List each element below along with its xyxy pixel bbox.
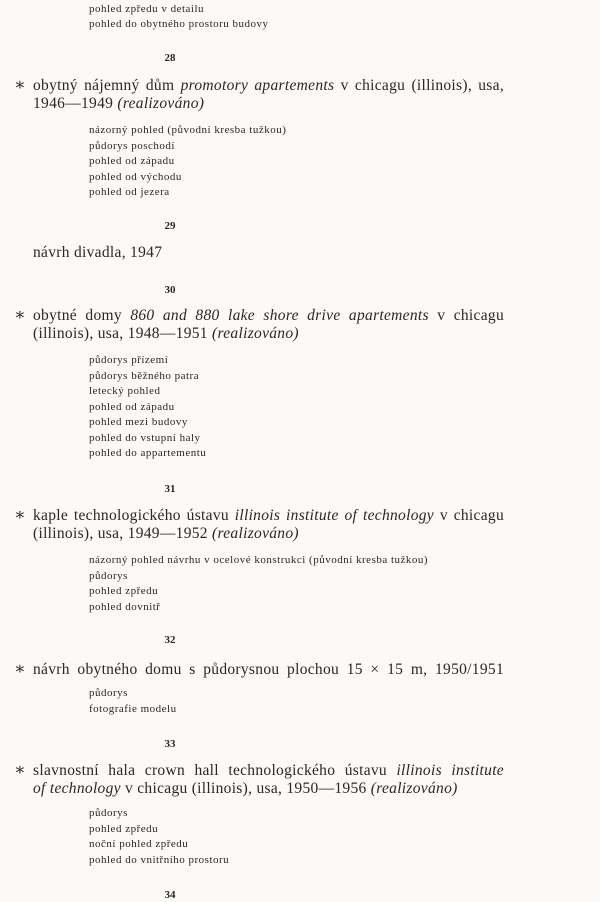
- list-item: pohled do obytného prostoru budovy: [89, 18, 269, 30]
- entry-number: 29: [164, 220, 176, 232]
- title-segment: v chicagu (illinois), usa,: [334, 77, 504, 94]
- list-item: pohled od východu: [89, 170, 182, 183]
- entry-number: 34: [164, 889, 176, 901]
- entry-title-line: [33, 661, 504, 679]
- list-item: pohled zpředu v detailu: [89, 3, 205, 15]
- italic-title-segment: 860 and 880 lake shore drive apartements: [130, 307, 429, 324]
- title-segment: (illinois), usa, 1948—1951: [33, 325, 213, 342]
- entry-title-line: [33, 95, 504, 113]
- italic-title-segment: illinois institute: [396, 762, 504, 779]
- title-segment: v chicagu (illinois), usa, 1950—1956: [120, 780, 371, 797]
- entry-title-line: [33, 77, 504, 95]
- entry-title-line: [33, 780, 504, 798]
- list-item: půdorys: [89, 569, 128, 582]
- title-segment: v chicagu: [428, 307, 504, 324]
- title-segment: v chicagu: [434, 507, 504, 524]
- entry-number: 28: [164, 52, 176, 64]
- list-item: názorný pohled (původní kresba tužkou): [89, 124, 287, 136]
- entry-title-line: [33, 244, 504, 262]
- entry-title-line: [33, 507, 504, 525]
- entry-number: 31: [164, 483, 176, 495]
- entry-number: 30: [164, 284, 176, 296]
- list-item: pohled od jezera: [89, 186, 170, 198]
- title-segment: kaple technologického ústavu: [33, 507, 235, 524]
- entry-title-line: [33, 325, 504, 343]
- title-segment: obytné domy: [33, 307, 131, 324]
- list-item: pohled dovnitř: [89, 600, 161, 613]
- list-item: letecký pohled: [89, 385, 161, 397]
- title-segment: (illinois), usa, 1949—1952: [33, 525, 213, 542]
- italic-title-segment: (realizováno): [212, 325, 299, 342]
- italic-title-segment: (realizováno): [212, 525, 299, 542]
- list-item: půdorys běžného patra: [89, 369, 200, 382]
- entry-number: 33: [164, 738, 176, 750]
- italic-title-segment: (realizováno): [117, 95, 205, 112]
- list-item: pohled do vnitřního prostoru: [89, 853, 230, 866]
- list-item: pohled zpředu: [89, 822, 159, 835]
- list-item: noční pohled zpředu: [89, 838, 189, 850]
- list-item: půdorys: [89, 807, 128, 819]
- entry-title-line: [33, 525, 504, 543]
- italic-title-segment: of technology: [33, 780, 121, 797]
- italic-title-segment: (realizováno): [370, 780, 458, 797]
- list-item: fotografie modelu: [89, 702, 177, 715]
- entry-number: 32: [164, 634, 176, 646]
- title-segment: obytný nájemný dům: [33, 77, 181, 94]
- title-segment: návrh divadla, 1947: [33, 244, 163, 261]
- list-item: pohled od západu: [89, 155, 175, 167]
- list-item: pohled mezi budovy: [89, 416, 188, 428]
- list-item: půdorys poschodí: [89, 139, 175, 152]
- asterisk-icon: ∗: [14, 75, 26, 94]
- list-item: pohled do appartementu: [89, 447, 207, 459]
- asterisk-icon: ∗: [14, 505, 26, 524]
- list-item: půdorys: [89, 687, 128, 699]
- title-segment: slavnostní hala crown hall technologického ústavu: [33, 762, 397, 779]
- list-item: pohled do vstupní haly: [89, 431, 201, 444]
- list-item: pohled od západu: [89, 400, 175, 413]
- asterisk-icon: ∗: [14, 760, 26, 779]
- list-item: půdorys přízemí: [89, 354, 169, 366]
- asterisk-icon: ∗: [14, 659, 26, 678]
- italic-title-segment: promotory apartements: [180, 77, 335, 94]
- list-item: názorný pohled návrhu v ocelové konstrukci (původní kresba tužkou): [89, 554, 429, 566]
- asterisk-icon: ∗: [14, 305, 26, 324]
- italic-title-segment: illinois institute of technology: [234, 507, 434, 524]
- title-segment: návrh obytného domu s půdorysnou plochou 15 × 15 m, 1950/1951: [33, 661, 504, 678]
- entry-title-line: [33, 762, 504, 780]
- list-item: pohled zpředu: [89, 585, 159, 597]
- entry-title-line: [33, 307, 504, 325]
- title-segment: 1946—1949: [33, 95, 118, 112]
